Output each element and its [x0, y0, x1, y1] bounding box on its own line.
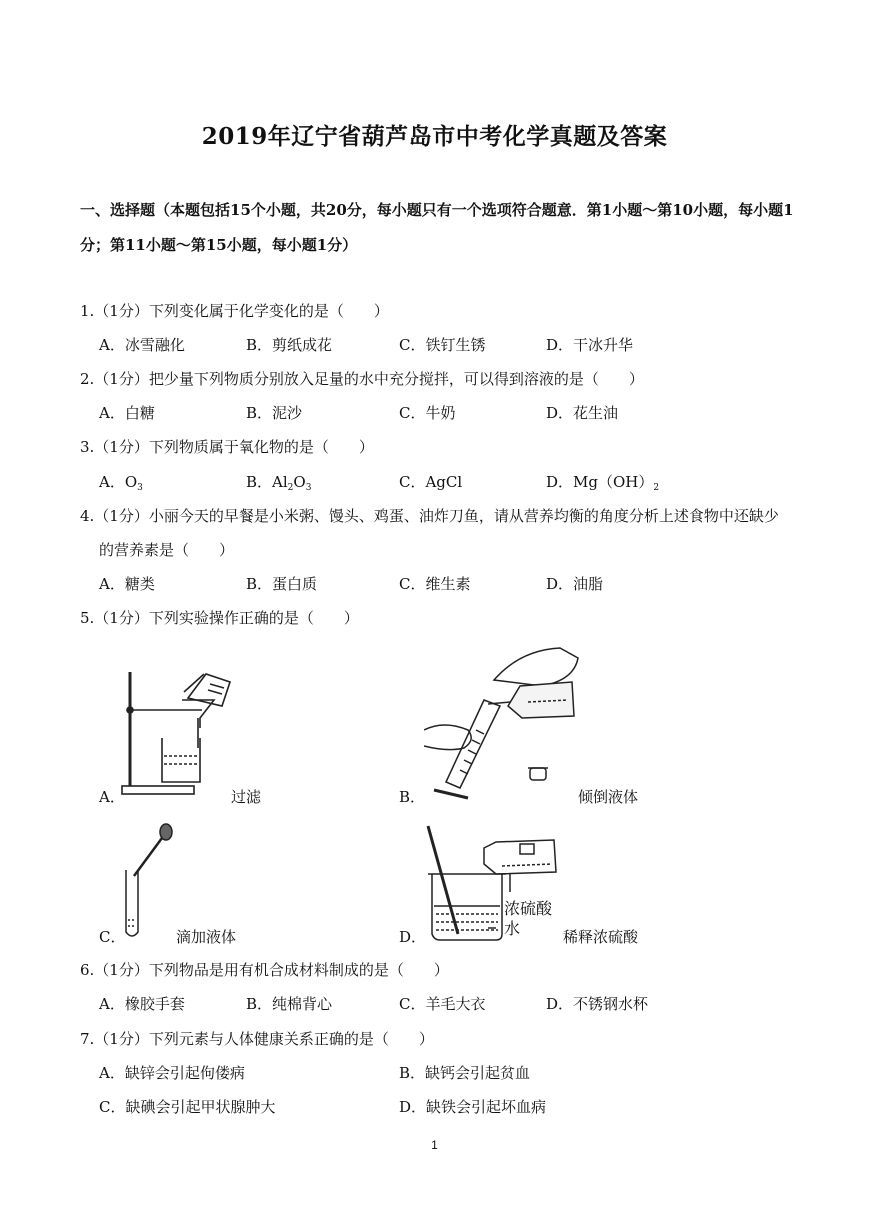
question-5-stem: 5.（1分）下列实验操作正确的是（ ） [80, 609, 359, 627]
dropping-liquid-figure [118, 820, 174, 944]
question-2-stem: 2.（1分）把少量下列物质分别放入足量的水中充分搅拌，可以得到溶液的是（ ） [80, 370, 644, 388]
question-5-option-d-letter: D． [399, 928, 427, 946]
page-title: 2019年辽宁省葫芦岛市中考化学真题及答案 [201, 123, 668, 150]
question-3-option-b: B．$Al_2O_3$ [246, 473, 312, 493]
question-4-option-d: D．油脂 [546, 575, 604, 593]
question-2-option-a: A．白糖 [99, 404, 155, 422]
question-3-option-d: D．$Mg(OH)_2$ [546, 473, 660, 493]
water-label: 水 [504, 919, 521, 938]
question-7-option-d: D．缺铁会引起坏血病 [399, 1098, 547, 1116]
question-1-option-d: D．干冰升华 [546, 336, 634, 354]
question-5-option-b-letter: B． [399, 788, 426, 806]
section-header: 一、选择题（本题包括15个小题，共20分，每小题只有一个选项符合题意．第1小题～第10小题，每小题1分；第11小题～第15小题，每小题1分） [80, 201, 794, 254]
question-3-stem: 3.（1分）下列物质属于氧化物的是（ ） [80, 438, 374, 456]
question-7-stem: 7.（1分）下列元素与人体健康关系正确的是（ ） [80, 1030, 434, 1048]
question-5-option-b-label: 倾倒液体 [578, 788, 639, 806]
question-6-option-a: A．橡胶手套 [99, 995, 185, 1013]
filtration-figure [118, 662, 234, 802]
question-4-option-b: B．蛋白质 [246, 575, 318, 593]
question-2-option-b: B．泥沙 [246, 404, 303, 422]
question-4-option-c: C．维生素 [399, 575, 471, 593]
question-7-option-b: B．缺钙会引起贫血 [399, 1064, 531, 1082]
question-1-stem: 1.（1分）下列变化属于化学变化的是（ ） [80, 302, 389, 320]
question-1-option-b: B．剪纸成花 [246, 336, 333, 354]
page-number: 1 [431, 1138, 438, 1152]
question-2-option-c: C．牛奶 [399, 404, 456, 422]
question-4-option-a: A．糖类 [99, 575, 155, 593]
diluting-acid-figure [422, 822, 562, 944]
question-6-option-b: B．纯棉背心 [246, 995, 333, 1013]
question-6-option-c: C．羊毛大衣 [399, 995, 486, 1013]
question-3-option-c: C．AgCl [399, 473, 463, 491]
question-1-option-c: C．铁钉生锈 [399, 336, 486, 354]
question-1-option-a: A．冰雪融化 [99, 336, 185, 354]
question-7-option-c: C．缺碘会引起甲状腺肿大 [99, 1098, 276, 1116]
question-5-option-a-label: 过滤 [231, 788, 262, 806]
question-3-option-a: A．$O_3$ [99, 473, 143, 493]
acid-label: 浓硫酸 [504, 899, 553, 918]
question-5-option-d-label: 稀释浓硫酸 [563, 928, 639, 946]
question-6-option-d: D．不锈钢水杯 [546, 995, 649, 1013]
question-7-option-a: A．缺锌会引起佝偻病 [99, 1064, 245, 1082]
question-5-option-a-letter: A． [99, 788, 125, 806]
question-4-stem-line-1: 4.（1分）小丽今天的早餐是小米粥、馒头、鸡蛋、油炸刀鱼，请从营养均衡的角度分析上述食物中还缺少 [80, 507, 779, 525]
question-6-stem: 6.（1分）下列物品是用有机合成材料制成的是（ ） [80, 961, 449, 979]
question-2-option-d: D．花生油 [546, 404, 619, 422]
question-4-stem-line-2: 的营养素是（ ） [99, 541, 235, 559]
question-5-option-c-letter: C． [99, 928, 126, 946]
question-5-option-c-label: 滴加液体 [176, 928, 237, 946]
pouring-liquid-figure [424, 640, 582, 802]
